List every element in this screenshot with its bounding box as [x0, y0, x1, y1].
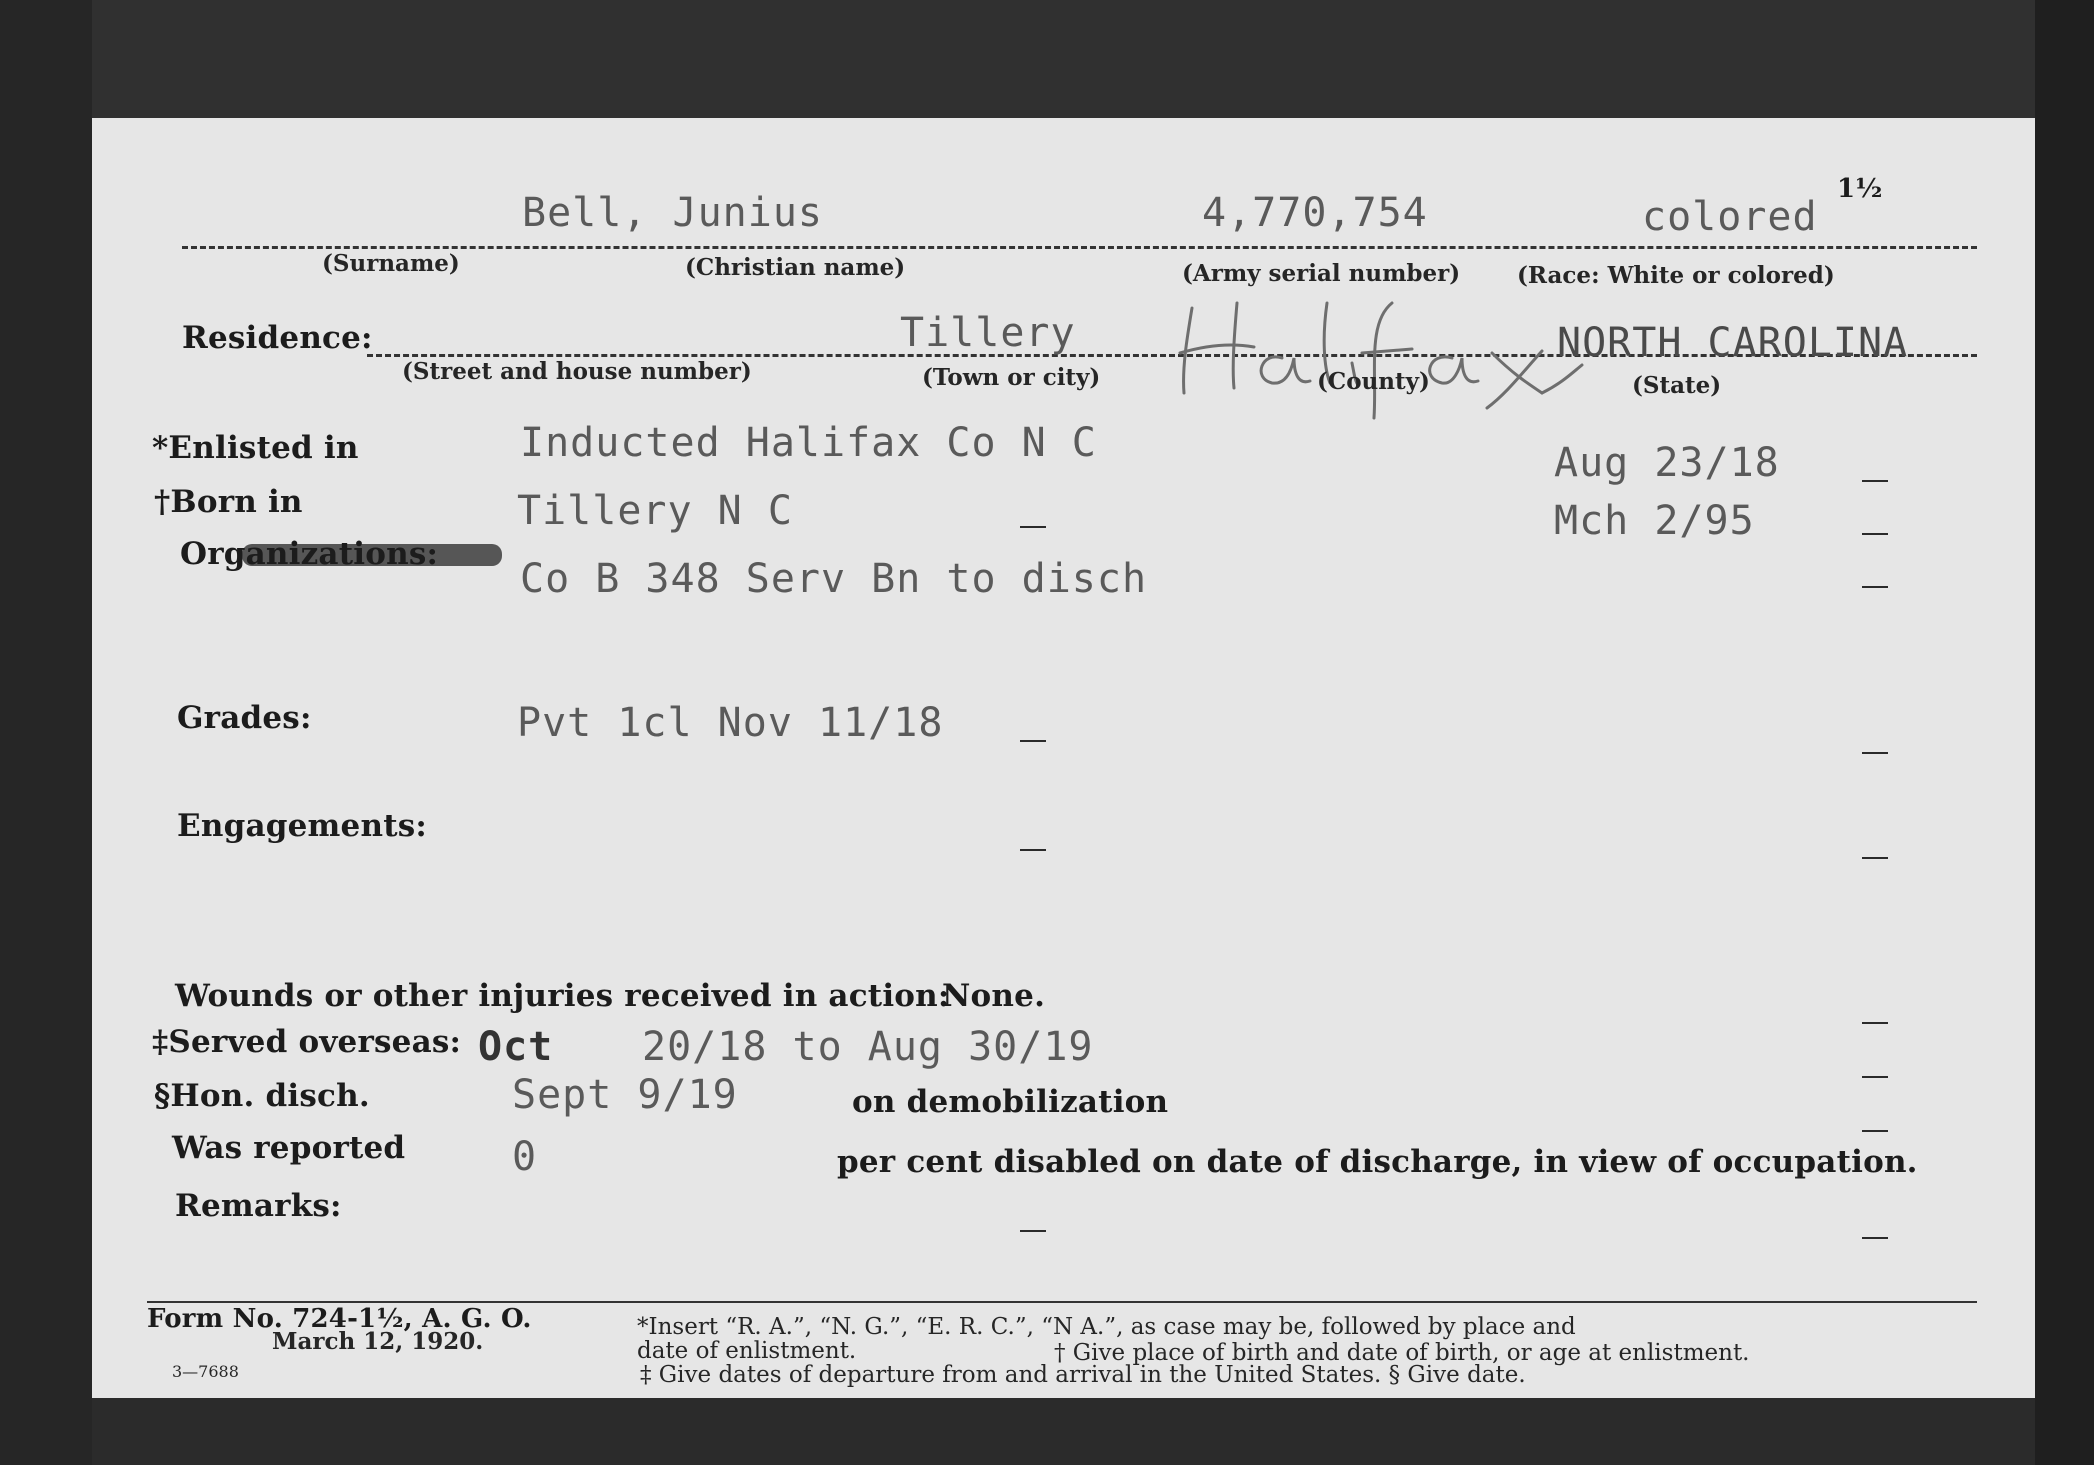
fraction-mark: 1½: [1837, 174, 1883, 204]
serial-number: 4,770,754: [1202, 190, 1428, 236]
enlisted-value: Inducted Halifax Co N C: [520, 420, 1097, 466]
organizations-value: Co B 348 Serv Bn to disch: [520, 556, 1148, 602]
dash-mark: [1862, 752, 1888, 754]
caption-serial: (Army serial number): [1182, 260, 1461, 287]
form-number: Form No. 724-1½, A. G. O.: [147, 1304, 532, 1334]
residence-state: NORTH CAROLINA: [1557, 320, 1909, 366]
footnote-line-3: ‡ Give dates of departure from and arrival in the United States. § Give date.: [640, 1362, 1526, 1388]
engagements-label: Engagements:: [177, 808, 428, 844]
background-top: [0, 0, 2094, 118]
service-record-card: [92, 118, 2035, 1398]
dash-mark: [1862, 857, 1888, 859]
born-date: Mch 2/95: [1554, 498, 1755, 544]
grades-label: Grades:: [177, 700, 312, 736]
hon-disch-value: Sept 9/19: [512, 1072, 738, 1118]
caption-street: (Street and house number): [402, 358, 752, 385]
overseas-value: 20/18 to Aug 30/19: [642, 1024, 1094, 1070]
print-code: 3—7688: [172, 1362, 239, 1381]
enlisted-label: *Enlisted in: [152, 430, 359, 466]
name-line: [182, 246, 1977, 249]
footnote-line-1: *Insert “R. A.”, “N. G.”, “E. R. C.”, “N A.”, as case may be, followed by place and: [637, 1314, 1576, 1340]
reported-value: 0: [512, 1134, 538, 1180]
dash-mark: [1020, 849, 1046, 851]
footnote-line-2a: date of enlistment.: [637, 1338, 857, 1364]
dash-mark: [1862, 533, 1888, 535]
caption-state: (State): [1632, 372, 1722, 399]
hon-disch-label: §Hon. disch.: [154, 1078, 370, 1114]
remarks-label: Remarks:: [175, 1188, 342, 1224]
dash-mark: [1862, 480, 1888, 482]
background-left: [0, 0, 92, 1465]
dash-mark: [1862, 1130, 1888, 1132]
caption-surname: (Surname): [322, 250, 460, 277]
footer-rule: [147, 1301, 1977, 1303]
caption-christian-name: (Christian name): [685, 254, 906, 281]
dash-mark: [1862, 1022, 1888, 1024]
caption-town: (Town or city): [922, 364, 1101, 391]
born-label: †Born in: [154, 484, 303, 520]
reported-note: per cent disabled on date of discharge, in view of occupation.: [837, 1144, 1918, 1180]
hon-disch-note: on demobilization: [852, 1084, 1169, 1120]
reported-label: Was reported: [172, 1130, 406, 1166]
overseas-month: Oct: [478, 1024, 554, 1070]
race-value: colored: [1642, 194, 1818, 240]
organizations-label: Organizations:: [180, 536, 439, 572]
dash-mark: [1862, 1076, 1888, 1078]
wounds-label: Wounds or other injuries received in action:: [175, 978, 950, 1014]
surname-given-name: Bell, Junius: [522, 190, 823, 236]
residence-label: Residence:: [182, 320, 373, 356]
dash-mark: [1020, 740, 1046, 742]
background-right: [2035, 0, 2094, 1465]
dash-mark: [1862, 1237, 1888, 1239]
form-date: March 12, 1920.: [272, 1328, 484, 1355]
born-value: Tillery N C: [517, 488, 793, 534]
dash-mark: [1020, 1230, 1046, 1232]
handwritten-county-halifax: [1162, 283, 1642, 423]
dash-mark: [1862, 586, 1888, 588]
enlisted-date: Aug 23/18: [1554, 440, 1780, 486]
footnote-line-2b: † Give place of birth and date of birth, or age at enlistment.: [1054, 1340, 1750, 1366]
residence-town: Tillery: [900, 310, 1076, 356]
wounds-value: None.: [942, 978, 1046, 1014]
grades-value: Pvt 1cl Nov 11/18: [517, 700, 944, 746]
caption-race: (Race: White or colored): [1517, 262, 1835, 289]
overseas-label: ‡Served overseas:: [152, 1024, 462, 1060]
caption-county: (County): [1317, 368, 1430, 395]
dash-mark: [1020, 526, 1046, 528]
